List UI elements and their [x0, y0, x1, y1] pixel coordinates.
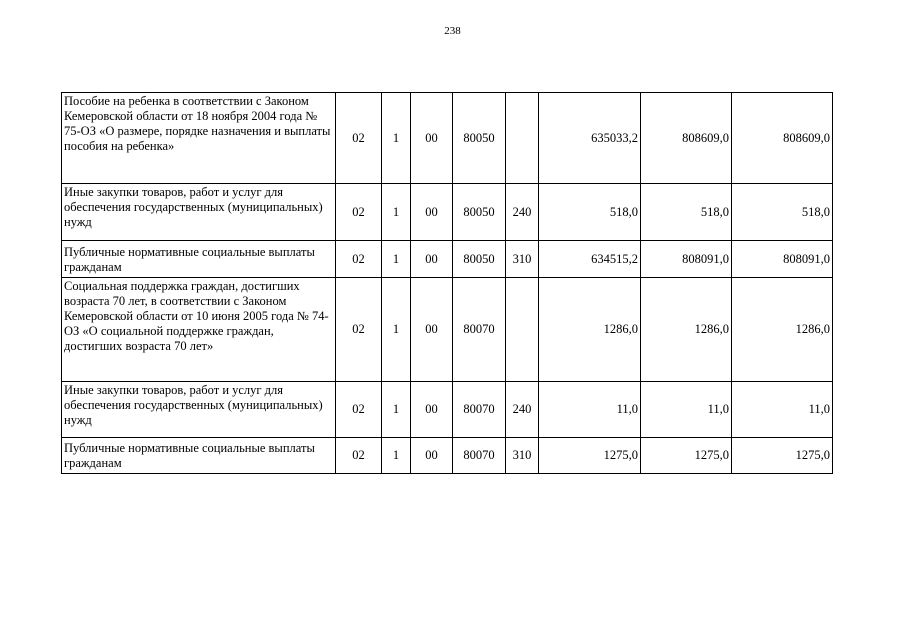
page-number: 238 — [444, 25, 461, 37]
budget-table — [61, 92, 833, 474]
program-code-cell: 02 — [336, 278, 382, 382]
direction-code-cell: 80050 — [453, 184, 506, 241]
amount-year-3-cell: 808091,0 — [732, 241, 833, 278]
direction-code-cell: 80070 — [453, 438, 506, 474]
subprogram-code-cell: 1 — [382, 241, 411, 278]
expense-type-code-cell: 240 — [506, 382, 539, 438]
main-activity-code-cell: 00 — [411, 184, 453, 241]
amount-year-3-cell: 808609,0 — [732, 93, 833, 184]
amount-year-2-cell: 1275,0 — [641, 438, 732, 474]
main-activity-code-cell: 00 — [411, 382, 453, 438]
subprogram-code-cell: 1 — [382, 438, 411, 474]
row-name-cell — [62, 93, 336, 184]
amount-year-3-cell: 1275,0 — [732, 438, 833, 474]
row-name-cell — [62, 241, 336, 278]
program-code-cell: 02 — [336, 382, 382, 438]
expense-type-code-cell — [506, 278, 539, 382]
amount-year-2-cell: 808091,0 — [641, 241, 732, 278]
row-name: Пособие на ребенка в соответствии с Законом Кемеровской области от 18 ноября 2004 года № 75-ОЗ «О размере, порядке назначения и выплаты пособия на ребенка» — [64, 94, 331, 153]
amount-year-1-cell: 11,0 — [539, 382, 641, 438]
expense-type-code-cell: 310 — [506, 438, 539, 474]
subprogram-code-cell: 1 — [382, 278, 411, 382]
table-row — [62, 184, 833, 241]
amount-year-3-cell: 11,0 — [732, 382, 833, 438]
table-row — [62, 382, 833, 438]
direction-code-cell: 80050 — [453, 241, 506, 278]
main-activity-code-cell: 00 — [411, 241, 453, 278]
amount-year-1-cell: 634515,2 — [539, 241, 641, 278]
row-name-cell — [62, 438, 336, 474]
amount-year-3-cell: 1286,0 — [732, 278, 833, 382]
table-row — [62, 278, 833, 382]
table-row — [62, 93, 833, 184]
row-name: Публичные нормативные социальные выплаты гражданам — [64, 441, 315, 470]
table-row — [62, 241, 833, 278]
expense-type-code-cell — [506, 93, 539, 184]
subprogram-code-cell: 1 — [382, 382, 411, 438]
program-code-cell: 02 — [336, 438, 382, 474]
row-name: Иные закупки товаров, работ и услуг для обеспечения государственных (муниципальных) нужд — [64, 185, 323, 229]
row-name: Иные закупки товаров, работ и услуг для обеспечения государственных (муниципальных) нужд — [64, 383, 323, 427]
row-name-cell — [62, 184, 336, 241]
row-name-cell — [62, 278, 336, 382]
row-name: Социальная поддержка граждан, достигших возраста 70 лет, в соответствии с Законом Кемеровской области от 10 июня 2005 года № 74-ОЗ «О социальной поддержке граждан, достигших возраста 70 лет» — [64, 279, 329, 353]
row-name-cell — [62, 382, 336, 438]
table-row — [62, 438, 833, 474]
amount-year-2-cell: 808609,0 — [641, 93, 732, 184]
amount-year-2-cell: 11,0 — [641, 382, 732, 438]
direction-code-cell: 80050 — [453, 93, 506, 184]
amount-year-3-cell: 518,0 — [732, 184, 833, 241]
main-activity-code-cell: 00 — [411, 438, 453, 474]
amount-year-1-cell: 518,0 — [539, 184, 641, 241]
subprogram-code-cell: 1 — [382, 93, 411, 184]
amount-year-2-cell: 1286,0 — [641, 278, 732, 382]
amount-year-1-cell: 635033,2 — [539, 93, 641, 184]
amount-year-2-cell: 518,0 — [641, 184, 732, 241]
expense-type-code-cell: 310 — [506, 241, 539, 278]
amount-year-1-cell: 1275,0 — [539, 438, 641, 474]
program-code-cell: 02 — [336, 184, 382, 241]
expense-type-code-cell: 240 — [506, 184, 539, 241]
direction-code-cell: 80070 — [453, 278, 506, 382]
direction-code-cell: 80070 — [453, 382, 506, 438]
main-activity-code-cell: 00 — [411, 278, 453, 382]
subprogram-code-cell: 1 — [382, 184, 411, 241]
program-code-cell: 02 — [336, 93, 382, 184]
program-code-cell: 02 — [336, 241, 382, 278]
main-activity-code-cell: 00 — [411, 93, 453, 184]
row-name: Публичные нормативные социальные выплаты гражданам — [64, 244, 315, 274]
amount-year-1-cell: 1286,0 — [539, 278, 641, 382]
